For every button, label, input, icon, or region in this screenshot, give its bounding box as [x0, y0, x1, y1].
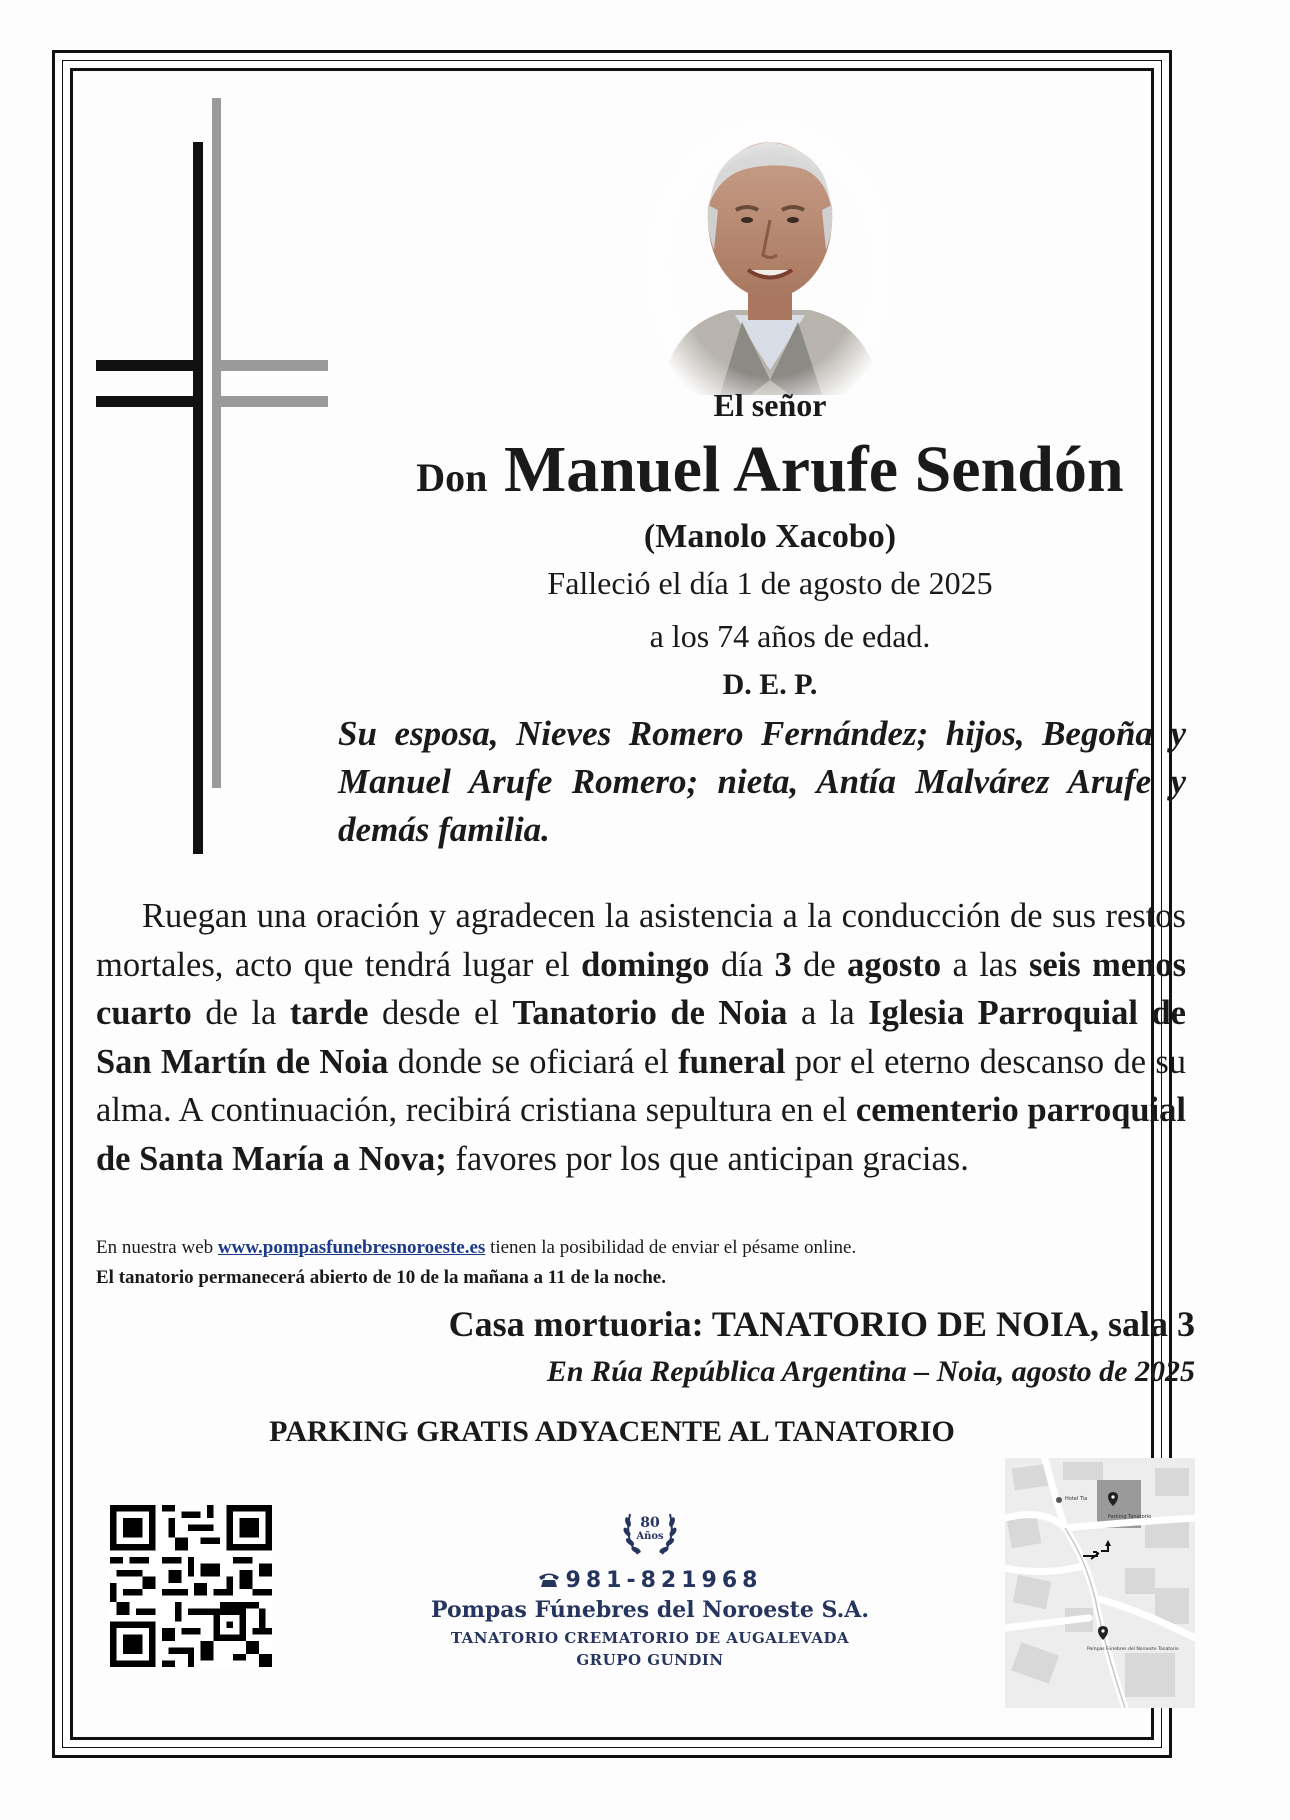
- full-name: Manuel Arufe Sendón: [503, 433, 1124, 506]
- body-text: de: [791, 945, 848, 984]
- cross-icon: [92, 98, 328, 858]
- portrait-photo: [650, 110, 890, 395]
- hotel-marker-icon: [1056, 1497, 1062, 1503]
- map-label-parking: Parking Tanatorio: [1108, 1514, 1152, 1520]
- company-subtitle: TANATORIO CREMATORIO DE AUGALEVADA: [450, 1629, 850, 1647]
- church-name: Iglesia Parroquial de San Martín de Noia: [96, 994, 1186, 1081]
- web-note-text: tienen la posibilidad de enviar el pésame online.: [485, 1237, 857, 1258]
- ceremony-date: 3: [774, 945, 792, 984]
- company-name: Pompas Fúnebres del Noroeste S.A.: [431, 1597, 869, 1623]
- website-link[interactable]: www.pompasfunebresnoroeste.es: [217, 1237, 486, 1258]
- ceremony-period: tarde: [289, 994, 369, 1032]
- opening-hours: El tanatorio permanecerá abierto de 10 de la mañana a 11 de la noche.: [96, 1267, 666, 1288]
- nickname: (Manolo Xacobo): [643, 518, 897, 555]
- ceremony-day: domingo: [581, 945, 710, 984]
- body-text: Ruegan una oración y agradecen la asistencia a la conducción de sus restos mortales, acto que tendrá lugar el: [96, 897, 1186, 984]
- emblem-word: Años: [636, 1531, 664, 1542]
- map-label-hotel: Hotel Tía: [1065, 1496, 1088, 1502]
- funeral-word: funeral: [678, 1042, 786, 1081]
- body-text: a las: [941, 945, 1029, 984]
- company-group: GRUPO GUNDIN: [576, 1651, 724, 1669]
- telephone-icon: [538, 1572, 560, 1588]
- funeral-home: Casa mortuoria: TANATORIO DE NOIA, sala 3: [448, 1304, 1195, 1344]
- map-label-funeral-home: Pompas Fúnebres del Noroeste Tanatorio: [1087, 1647, 1179, 1652]
- body-text: desde el: [368, 994, 513, 1032]
- ceremony-details: [96, 892, 1186, 1183]
- death-date: Falleció el día 1 de agosto de 2025: [547, 565, 993, 601]
- body-text: de la: [191, 994, 290, 1032]
- family-list: Su esposa, Nieves Romero Fernández; hijos, Begoña y Manuel Arufe Romero; nieta, Antía Malvárez Arufe y demás familia.: [338, 714, 1186, 849]
- web-note-text: En nuestra web: [96, 1237, 218, 1258]
- anniversary-emblem: [620, 1502, 680, 1562]
- body-text: a la: [787, 994, 869, 1032]
- address-line: En Rúa República Argentina – Noia, agosto de 2025: [546, 1355, 1195, 1388]
- honorific: Don: [416, 455, 488, 500]
- body-text: favores por los que anticipan gracias.: [446, 1139, 969, 1178]
- intro-text: El señor: [713, 387, 827, 423]
- phone-number[interactable]: [420, 1568, 880, 1593]
- ceremony-origin: Tanatorio de Noia: [512, 994, 788, 1032]
- company-block: [420, 1502, 880, 1669]
- qr-code-icon[interactable]: [110, 1505, 272, 1667]
- location-map[interactable]: [1005, 1458, 1195, 1708]
- deceased-name: [360, 432, 1180, 508]
- age-line: a los 74 años de edad.: [649, 618, 931, 654]
- ceremony-month: agosto: [847, 945, 942, 984]
- ceremony-time: seis menos cuarto: [96, 945, 1187, 1032]
- emblem-number: 80: [640, 1515, 660, 1531]
- cemetery-name: cementerio parroquial de Santa María a Nova;: [96, 1091, 1186, 1178]
- body-text: día: [709, 945, 775, 984]
- rip-text: D. E. P.: [722, 668, 818, 701]
- phone-text: 981-821968: [565, 1568, 763, 1593]
- body-text: donde se oficiará el: [388, 1042, 679, 1081]
- web-note: [96, 1237, 856, 1259]
- parking-notice: PARKING GRATIS ADYACENTE AL TANATORIO: [269, 1415, 955, 1448]
- body-text: por el eterno descanso de su alma. A continuación, recibirá cristiana sepultura en el: [96, 1042, 1186, 1129]
